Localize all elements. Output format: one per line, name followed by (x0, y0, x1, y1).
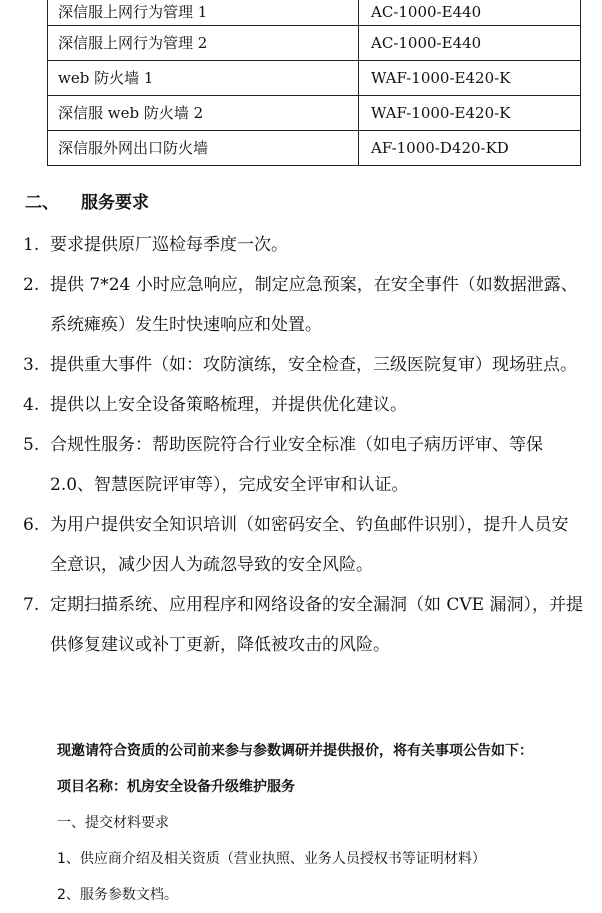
item-number: 5. (23, 435, 40, 455)
table-row (48, 61, 581, 96)
item-text: 要求提供原厂巡检每季度一次。 (50, 235, 288, 255)
equipment-name-cell: 深信服 web 防火墙 2 (48, 96, 359, 131)
list-item (23, 505, 583, 585)
notice-block (57, 733, 597, 913)
item-text: 提供 7*24 小时应急响应，制定应急预案，在安全事件（如数据泄露、系统瘫痪）发生时快速响应和处置。 (50, 275, 578, 335)
project-name: 项目名称：机房安全设备升级维护服务 (57, 779, 295, 795)
section-heading (25, 188, 149, 213)
equipment-name-cell: 深信服上网行为管理 1 (48, 0, 359, 26)
item-number: 3. (23, 355, 40, 375)
material-item-2: 2、服务参数文档。 (57, 887, 178, 903)
item-number: 4. (23, 395, 40, 415)
equipment-name-cell: 深信服外网出口防火墙 (48, 131, 359, 166)
equipment-model-cell: AC-1000-E440 (359, 26, 581, 61)
item-text: 为用户提供安全知识培训（如密码安全、钓鱼邮件识别），提升人员安全意识，减少因人为疏忽导致的安全风险。 (50, 515, 569, 575)
equipment-model-cell: WAF-1000-E420-K (359, 61, 581, 96)
list-item (23, 225, 583, 265)
item-number: 7. (23, 595, 40, 615)
item-text: 合规性服务：帮助医院符合行业安全标准（如电子病历评审、等保 2.0、智慧医院评审等），完成安全评审和认证。 (50, 435, 543, 495)
item-text: 定期扫描系统、应用程序和网络设备的安全漏洞（如 CVE 漏洞），并提供修复建议或补丁更新，降低被攻击的风险。 (50, 595, 584, 655)
item-number: 1. (23, 235, 40, 255)
list-item (23, 265, 583, 345)
equipment-model-cell: WAF-1000-E420-K (359, 96, 581, 131)
notice-intro: 现邀请符合资质的公司前来参与参数调研并提供报价，将有关事项公告如下： (57, 743, 533, 759)
materials-heading: 一、提交材料要求 (57, 815, 169, 831)
table-row (48, 26, 581, 61)
section-title: 服务要求 (81, 193, 149, 213)
list-item (23, 425, 583, 505)
table-row (48, 96, 581, 131)
equipment-name-cell: 深信服上网行为管理 2 (48, 26, 359, 61)
table-row (48, 0, 581, 26)
equipment-model-cell: AF-1000-D420-KD (359, 131, 581, 166)
equipment-model-cell: AC-1000-E440 (359, 0, 581, 26)
section-number: 二、 (25, 193, 59, 213)
list-item (23, 585, 583, 665)
item-text: 提供以上安全设备策略梳理，并提供优化建议。 (50, 395, 407, 415)
material-item-1: 1、供应商介绍及相关资质（营业执照、业务人员授权书等证明材料） (57, 851, 486, 867)
equipment-table (47, 0, 581, 166)
requirement-list (23, 225, 583, 665)
item-number: 6. (23, 515, 40, 535)
equipment-name-cell: web 防火墙 1 (48, 61, 359, 96)
table-row (48, 131, 581, 166)
list-item (23, 385, 583, 425)
list-item (23, 345, 583, 385)
item-text: 提供重大事件（如：攻防演练，安全检查，三级医院复审）现场驻点。 (50, 355, 577, 375)
item-number: 2. (23, 275, 40, 295)
